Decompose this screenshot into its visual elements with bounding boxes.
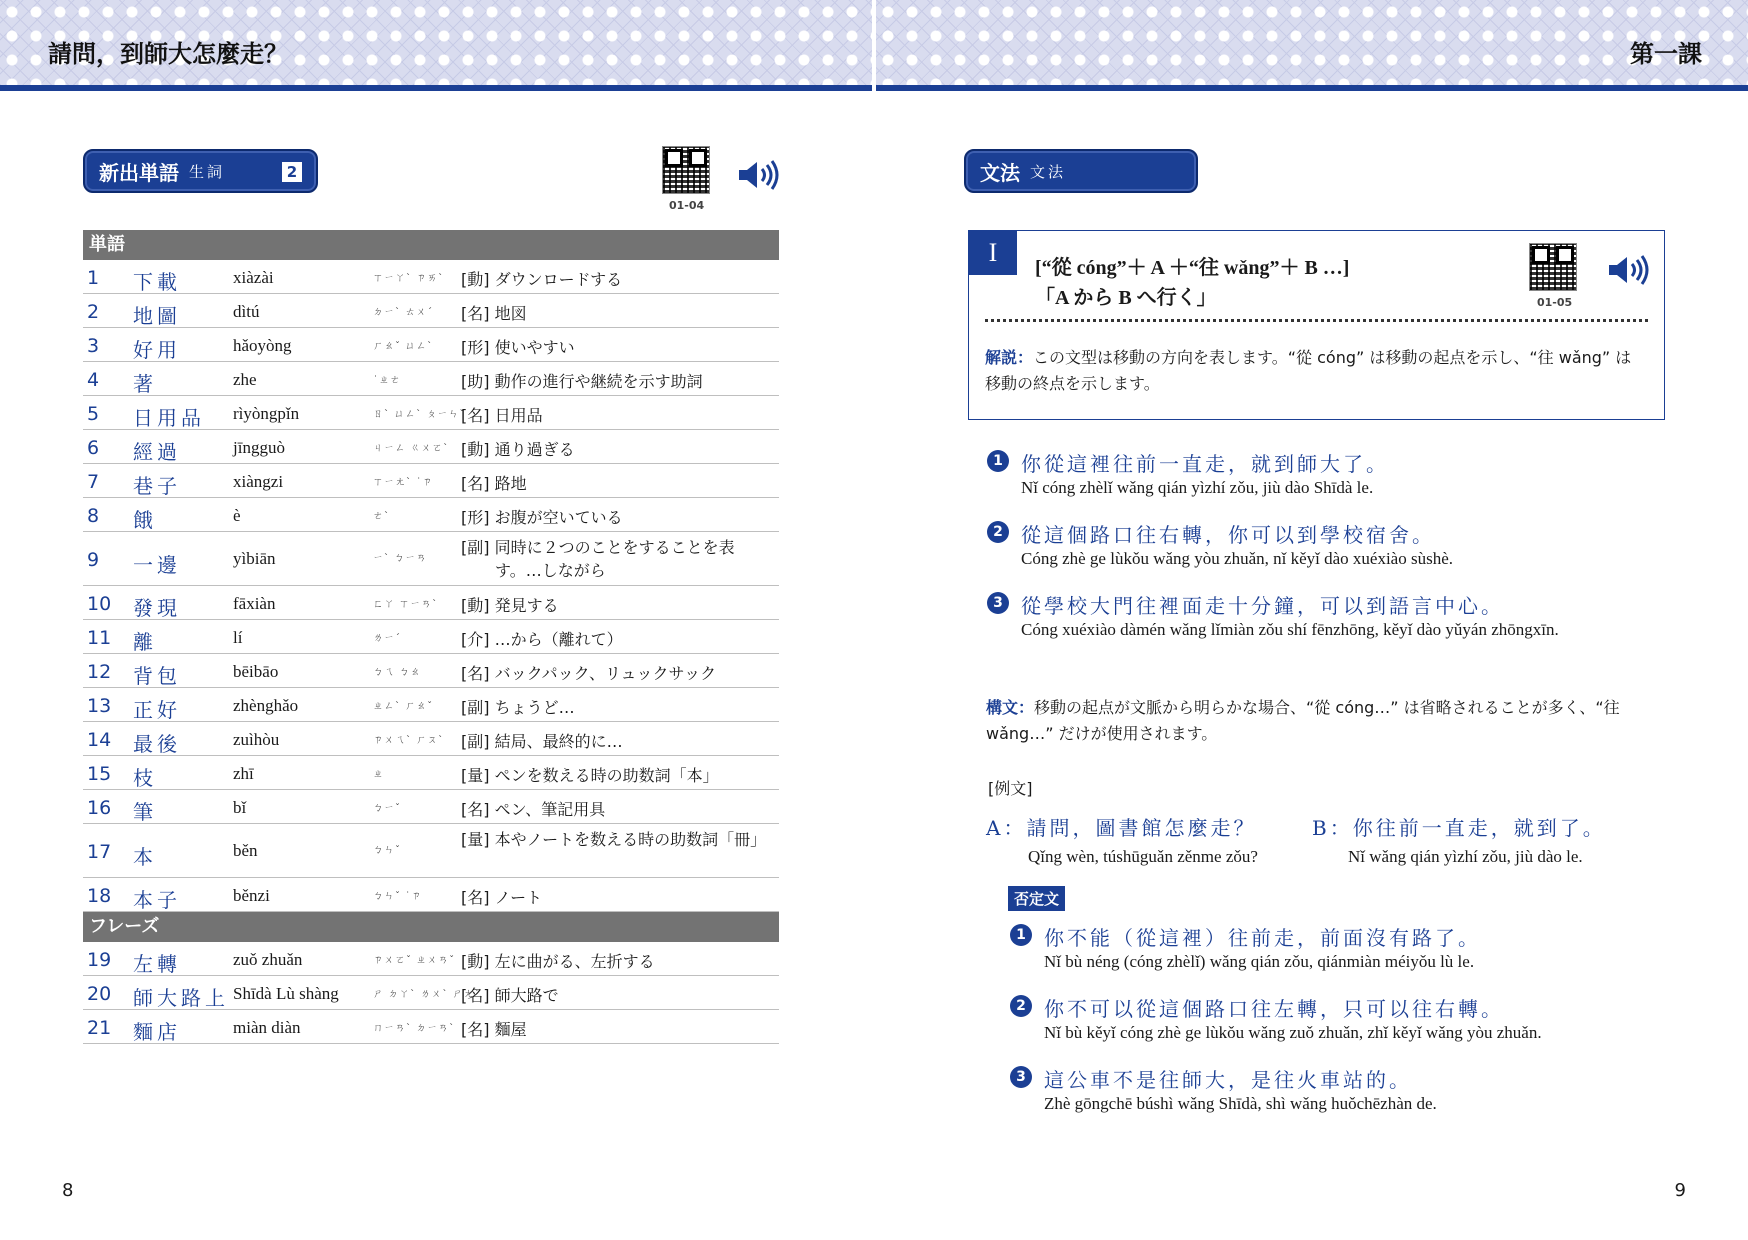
vocab-number: 10 xyxy=(87,593,112,615)
vocab-word: 一邊 xyxy=(133,553,181,577)
vocab-meaning: [副] 結局、最終的に… xyxy=(461,732,623,751)
phrase-rows xyxy=(83,942,779,1044)
vocab-row xyxy=(83,362,779,396)
lesson-number: 第一課 xyxy=(1630,40,1702,68)
vocab-row xyxy=(83,976,779,1010)
vocab-meaning: [名] 師大路で xyxy=(461,986,559,1005)
vocab-meaning: [動] 通り過ぎる xyxy=(461,440,575,459)
page-number-right: 9 xyxy=(1674,1180,1686,1201)
vocab-meaning: [名] ノート xyxy=(461,888,543,907)
vocab-zhuyin: ㄒㄧㄤˋ ˙ㄗ xyxy=(373,477,434,488)
vocab-word: 本 xyxy=(133,845,157,869)
header-pattern-right xyxy=(876,0,1748,85)
example-chinese: 從這個路口往右轉，你可以到學校宿舍。 xyxy=(1021,523,1435,547)
vocab-number: 21 xyxy=(87,1017,112,1039)
vocab-pinyin: zhī xyxy=(233,764,254,783)
vocab-row xyxy=(83,688,779,722)
vocab-meaning: [名] バックパック、リュックサック xyxy=(461,664,717,683)
example-pinyin: Nǐ bù néng (cóng zhèlǐ) wǎng qián zǒu, qiánmiàn méiyǒu lù le. xyxy=(1044,952,1475,971)
vocab-pinyin: zuìhòu xyxy=(233,730,280,749)
vocab-zhuyin: ㄗㄨㄟˋ ㄏㄡˋ xyxy=(373,735,445,746)
vocab-zhuyin: ㄒㄧㄚˋ ㄗㄞˋ xyxy=(373,273,445,284)
explanation-label: 解説： xyxy=(985,348,1034,367)
vocab-pinyin: rìyòngpǐn xyxy=(233,404,300,423)
vocab-number: 18 xyxy=(87,885,112,907)
vocab-row xyxy=(83,260,779,294)
vocab-word: 著 xyxy=(133,372,157,396)
pattern-line-1: [“從 cóng”＋ A ＋“往 wǎng”＋ B …] xyxy=(1035,257,1350,279)
audio-code-label: 01-04 xyxy=(669,199,705,212)
grammar-numeral: I xyxy=(969,231,1017,275)
vocab-meaning: [助] 動作の進行や継続を示す助詞 xyxy=(461,372,703,391)
example-pinyin: Nǐ bù kěyǐ cóng zhè ge lùkǒu wǎng zuǒ zhuǎn, zhǐ kěyǐ wǎng yòu zhuǎn. xyxy=(1044,1023,1542,1042)
vocab-meaning: [介] …から（離れて） xyxy=(461,630,623,649)
vocab-row xyxy=(83,396,779,430)
vocab-row xyxy=(83,532,779,586)
vocab-pinyin: zuǒ zhuǎn xyxy=(233,950,303,969)
vocab-number: 11 xyxy=(87,627,112,649)
vocab-row xyxy=(83,498,779,532)
vocab-word: 麵店 xyxy=(133,1020,181,1044)
vocab-number: 15 xyxy=(87,763,112,785)
speaker-icon[interactable] xyxy=(1607,255,1651,285)
vocab-zhuyin: ㄜˋ xyxy=(373,511,390,522)
dotted-divider xyxy=(985,319,1648,322)
vocab-word: 日用品 xyxy=(133,406,205,430)
example-chinese: 從學校大門往裡面走十分鐘，可以到語言中心。 xyxy=(1021,594,1504,618)
vocab-meaning: [名] 日用品 xyxy=(461,406,543,425)
vocab-zhuyin: ㄅㄣˇ ˙ㄗ xyxy=(373,891,423,902)
vocab-zhuyin: ㄅㄧˇ xyxy=(373,803,401,814)
vocab-zhuyin: ㄗㄨㄛˇ ㄓㄨㄢˇ xyxy=(373,955,456,966)
vocab-number: 9 xyxy=(87,549,100,571)
grammar-section-subtitle: 文法 xyxy=(1030,162,1067,181)
speaker-icon[interactable] xyxy=(737,160,781,190)
vocab-zhuyin: ㄌㄧˊ xyxy=(373,633,401,644)
vocab-number: 8 xyxy=(87,505,100,527)
vocab-header-phrases: フレーズ xyxy=(83,912,779,942)
example-pinyin: Cóng xuéxiào dàmén wǎng lǐmiàn zǒu shí fēnzhōng, kěyǐ dào yǔyán zhōngxīn. xyxy=(1021,620,1559,639)
vocab-word: 餓 xyxy=(133,508,157,532)
vocab-pinyin: hǎoyòng xyxy=(233,336,292,355)
construction-label: 構文： xyxy=(986,698,1035,717)
audio-code-label: 01-05 xyxy=(1537,296,1573,309)
example-bullet-icon: 2 xyxy=(1010,995,1032,1017)
dialog-b xyxy=(1312,812,1606,867)
vocab-row xyxy=(83,756,779,790)
vocab-number: 4 xyxy=(87,369,100,391)
qr-code-icon[interactable] xyxy=(662,146,710,194)
dialog-a-pinyin: Qǐng wèn, túshūguǎn zěnme zǒu? xyxy=(1028,847,1258,866)
vocab-pinyin: bēibāo xyxy=(233,662,279,681)
vocab-row xyxy=(83,328,779,362)
vocab-zhuyin: ㄉㄧˋ ㄊㄨˊ xyxy=(373,307,434,318)
header-rule-right xyxy=(876,85,1748,91)
example-label: [例文] xyxy=(988,779,1033,798)
vocab-word: 離 xyxy=(133,630,157,654)
vocab-word: 背包 xyxy=(133,664,181,688)
vocab-number: 1 xyxy=(87,267,100,289)
vocab-meaning: [名] 地図 xyxy=(461,304,527,323)
grammar-pattern-box xyxy=(968,230,1665,420)
vocab-word: 本子 xyxy=(133,888,181,912)
vocab-word: 好用 xyxy=(133,338,181,362)
vocab-pinyin: yìbiān xyxy=(233,549,276,568)
vocab-word: 最後 xyxy=(133,732,181,756)
example-chinese: 你從這裡往前一直走，就到師大了。 xyxy=(1021,452,1389,476)
vocab-number: 13 xyxy=(87,695,112,717)
vocab-number: 7 xyxy=(87,471,100,493)
vocab-row xyxy=(83,430,779,464)
vocab-number: 5 xyxy=(87,403,100,425)
vocab-row xyxy=(83,654,779,688)
qr-code-icon[interactable] xyxy=(1529,243,1577,291)
dialog-b-chinese: B：你往前一直走，就到了。 xyxy=(1312,816,1606,840)
vocab-number: 16 xyxy=(87,797,112,819)
vocab-word: 地圖 xyxy=(133,304,181,328)
vocab-section-title: 新出単語 xyxy=(99,160,179,185)
vocab-word: 發現 xyxy=(133,596,181,620)
vocab-pinyin: xiàngzi xyxy=(233,472,284,491)
vocab-meaning: [動] ダウンロードする xyxy=(461,270,623,289)
vocab-meaning: [名] ペン、筆記用具 xyxy=(461,800,606,819)
construction-text: 移動の起点が文脈から明らかな場合、“從 cóng…” は省略されることが多く、“往 wǎng…” だけが使用されます。 xyxy=(986,698,1620,743)
pattern-line-2: 「A から B へ行く」 xyxy=(1035,287,1217,309)
vocab-number: 12 xyxy=(87,661,112,683)
vocab-pinyin: zhènghǎo xyxy=(233,696,299,715)
example-chinese: 你不可以從這個路口往左轉，只可以往右轉。 xyxy=(1044,997,1504,1021)
vocab-pinyin: Shīdà Lù shàng xyxy=(233,984,339,1003)
example-bullet-icon: 3 xyxy=(1010,1066,1032,1088)
vocab-word: 下載 xyxy=(133,270,181,294)
example-pinyin: Nǐ cóng zhèlǐ wǎng qián yìzhí zǒu, jiù dào Shīdà le. xyxy=(1021,478,1374,497)
explanation-text: この文型は移動の方向を表します。“從 cóng” は移動の起点を示し、“往 wǎng” は移動の終点を示します。 xyxy=(985,348,1632,393)
vocab-pinyin: běn xyxy=(233,841,258,860)
example-pinyin: Cóng zhè ge lùkǒu wǎng yòu zhuǎn, nǐ kěyǐ dào xuéxiào sùshè. xyxy=(1021,549,1453,568)
vocab-header-words: 単語 xyxy=(83,230,779,260)
grammar-pattern xyxy=(1035,253,1349,313)
vocab-rows xyxy=(83,260,779,912)
vocab-meaning: [動] 左に曲がる、左折する xyxy=(461,952,655,971)
vocab-meaning: [動] 発見する xyxy=(461,596,559,615)
vocab-zhuyin: ㄐㄧㄥ ㄍㄨㄛˋ xyxy=(373,443,450,454)
vocab-row xyxy=(83,942,779,976)
header-rule-left xyxy=(0,85,872,91)
vocab-zhuyin: ㄏㄠˇ ㄩㄥˋ xyxy=(373,341,434,352)
example-bullet-icon: 2 xyxy=(987,521,1009,543)
vocab-zhuyin: ㄧˋ ㄅㄧㄢ xyxy=(373,553,428,564)
vocab-pinyin: jīngguò xyxy=(233,438,285,457)
vocab-zhuyin: ㄇㄧㄢˋ ㄉㄧㄢˋ xyxy=(373,1023,456,1034)
vocab-zhuyin: ㄓㄥˋ ㄏㄠˇ xyxy=(373,701,434,712)
vocab-number: 6 xyxy=(87,437,100,459)
dialog-b-pinyin: Nǐ wǎng qián yìzhí zǒu, jiù dào le. xyxy=(1348,847,1583,866)
explanation xyxy=(985,345,1645,397)
vocab-pinyin: běnzi xyxy=(233,886,270,905)
vocab-pinyin: è xyxy=(233,506,241,525)
vocab-word: 經過 xyxy=(133,440,181,464)
vocab-number: 20 xyxy=(87,983,112,1005)
vocab-table xyxy=(83,230,779,1044)
example-bullet-icon: 3 xyxy=(987,592,1009,614)
vocab-zhuyin: ㄓ xyxy=(373,769,384,780)
vocab-row xyxy=(83,722,779,756)
vocab-word: 筆 xyxy=(133,800,157,824)
negative-form-tag: 否定文 xyxy=(1008,886,1065,911)
vocab-section-subtitle: 生詞 xyxy=(189,162,226,181)
vocab-section-header xyxy=(83,149,318,193)
vocab-word: 巷子 xyxy=(133,474,181,498)
vocab-pinyin: miàn diàn xyxy=(233,1018,301,1037)
vocab-number: 3 xyxy=(87,335,100,357)
example-bullet-icon: 1 xyxy=(1010,924,1032,946)
vocab-row xyxy=(83,878,779,912)
vocab-zhuyin: ˙ㄓㄜ xyxy=(373,375,401,386)
vocab-word: 枝 xyxy=(133,766,157,790)
vocab-pinyin: dìtú xyxy=(233,302,260,321)
vocab-row xyxy=(83,620,779,654)
vocab-pinyin: lí xyxy=(233,628,243,647)
vocab-number: 2 xyxy=(87,301,100,323)
page-number-left: 8 xyxy=(62,1180,74,1201)
dialog-a-chinese: A：請問，圖書館怎麼走？ xyxy=(986,816,1257,840)
vocab-row xyxy=(83,790,779,824)
construction-note xyxy=(986,695,1666,747)
vocab-zhuyin: ㄕ ㄉㄚˋ ㄌㄨˋ ㄕㄤˋ xyxy=(373,989,481,1000)
grammar-section-title: 文法 xyxy=(980,160,1020,185)
vocab-meaning: [形] 使いやすい xyxy=(461,338,575,357)
lesson-title: 請問，到師大怎麼走？ xyxy=(48,40,288,68)
dialog-a xyxy=(986,812,1258,867)
vocab-row xyxy=(83,464,779,498)
vocab-meaning: [名] 麵屋 xyxy=(461,1020,527,1039)
vocab-number: 17 xyxy=(87,841,112,863)
vocab-meaning: [副] 同時に２つのことをすることを表す。…しながら xyxy=(461,538,735,580)
vocab-number: 14 xyxy=(87,729,112,751)
example-chinese: 這公車不是往師大，是往火車站的。 xyxy=(1044,1068,1412,1092)
example-pinyin: Zhè gōngchē búshì wǎng Shīdà, shì wǎng huǒchēzhàn de. xyxy=(1044,1094,1437,1113)
vocab-number: 19 xyxy=(87,949,112,971)
vocab-row xyxy=(83,1010,779,1044)
vocab-pinyin: bǐ xyxy=(233,798,247,817)
vocab-row xyxy=(83,824,779,878)
example-chinese: 你不能（從這裡）往前走，前面沒有路了。 xyxy=(1044,926,1481,950)
vocab-zhuyin: ㄅㄟ ㄅㄠ xyxy=(373,667,422,678)
vocab-zhuyin: ㄅㄣˇ xyxy=(373,845,401,856)
vocab-pinyin: zhe xyxy=(233,370,257,389)
grammar-section-header xyxy=(964,149,1198,193)
vocab-word: 左轉 xyxy=(133,952,181,976)
vocab-meaning: [副] ちょうど… xyxy=(461,698,575,717)
vocab-word: 師大路上 xyxy=(133,986,229,1010)
vocab-meaning: [名] 路地 xyxy=(461,474,527,493)
vocab-pinyin: xiàzài xyxy=(233,268,274,287)
vocab-row xyxy=(83,586,779,620)
vocab-word: 正好 xyxy=(133,698,181,722)
example-bullet-icon: 1 xyxy=(987,450,1009,472)
vocab-pinyin: fāxiàn xyxy=(233,594,276,613)
vocab-zhuyin: ㄖˋ ㄩㄥˋ ㄆㄧㄣˇ xyxy=(373,409,466,420)
vocab-meaning: [量] ペンを数える時の助数詞「本」 xyxy=(461,766,719,785)
vocab-meaning: [形] お腹が空いている xyxy=(461,508,623,527)
vocab-zhuyin: ㄈㄚ ㄒㄧㄢˋ xyxy=(373,599,439,610)
vocab-meaning: [量] 本やノートを数える時の助数詞「冊」 xyxy=(461,830,767,849)
vocab-row xyxy=(83,294,779,328)
vocab-section-number: 2 xyxy=(282,162,302,182)
